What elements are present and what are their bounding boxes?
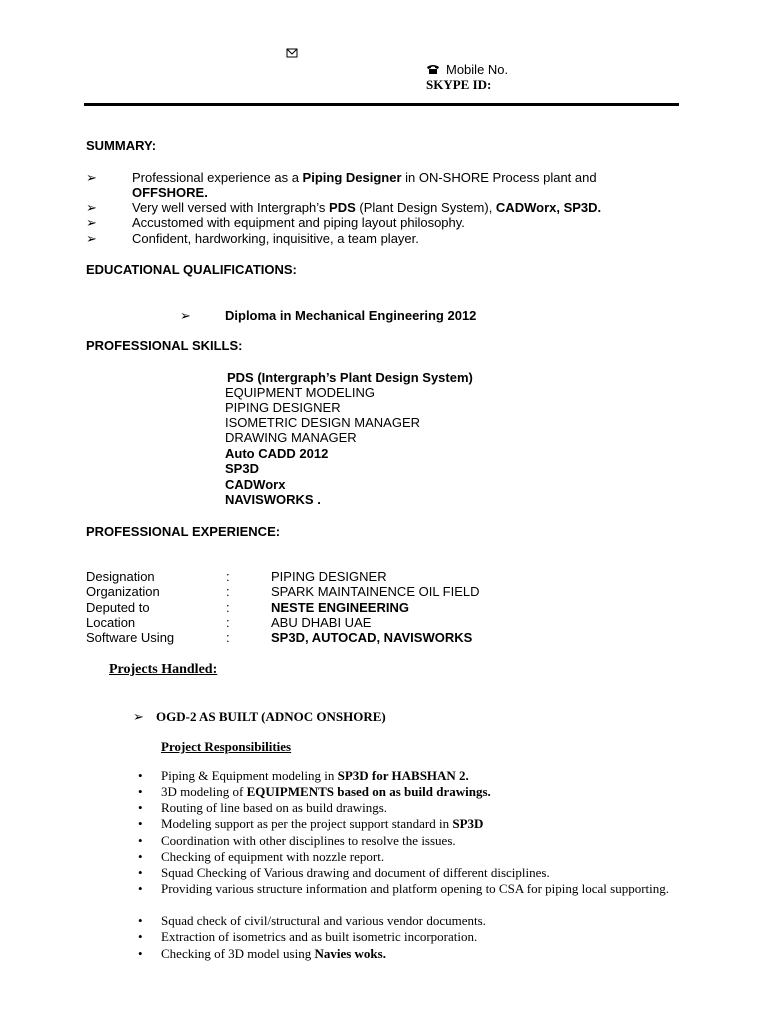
list-item: Modeling support as per the project support standard in SP3D [161,816,484,831]
exp-value: SP3D, AUTOCAD, NAVISWORKS [271,630,473,645]
phone-icon [426,63,440,74]
list-item: Very well versed with Intergraph’s PDS (Plant Design System), CADWorx, SP3D. [132,200,602,215]
list-arrow-icon: ➢ [86,200,97,215]
list-arrow-icon: ➢ [86,215,97,230]
exp-label: Designation [86,569,155,584]
list-item: Confident, hardworking, inquisitive, a team player. [132,231,419,246]
education-heading: EDUCATIONAL QUALIFICATIONS: [86,262,297,277]
list-item: Routing of line based on as build drawings. [161,800,388,815]
exp-value: NESTE ENGINEERING [271,600,409,615]
mobile-label: Mobile No. [446,62,509,77]
skill-item: PDS (Intergraph’s Plant Design System) [227,370,473,385]
bullet-icon: • [138,865,143,880]
list-item: Accustomed with equipment and piping layout philosophy. [132,215,465,230]
list-arrow-icon: ➢ [180,308,191,323]
bullet-icon: • [138,833,143,848]
exp-sep: : [226,630,230,645]
exp-sep: : [226,600,230,615]
list-item: Squad Checking of Various drawing and document of different disciplines. [161,865,550,880]
skill-item: SP3D [225,461,259,476]
bullet-icon: • [138,849,143,864]
bullet-icon: • [138,768,143,783]
list-item: Professional experience as a Piping Designer in ON-SHORE Process plant and [132,170,597,185]
list-item: Providing various structure information and platform opening to CSA for piping local supporting. [161,881,670,896]
bullet-icon: • [138,929,143,944]
list-arrow-icon: ➢ [86,231,97,246]
list-item: Coordination with other disciplines to resolve the issues. [161,833,456,848]
bullet-icon: • [138,881,143,896]
skill-item: DRAWING MANAGER [225,430,357,445]
exp-value: PIPING DESIGNER [271,569,387,584]
list-item: Checking of 3D model using Navies woks. [161,946,386,961]
list-item: Squad check of civil/structural and various vendor documents. [161,913,486,928]
list-item: Piping & Equipment modeling in SP3D for HABSHAN 2. [161,768,469,783]
list-item: Extraction of isometrics and as built isometric incorporation. [161,929,478,944]
exp-value: ABU DHABI UAE [271,615,372,630]
experience-heading: PROFESSIONAL EXPERIENCE: [86,524,281,539]
skill-item: PIPING DESIGNER [225,400,341,415]
bullet-icon: • [138,784,143,799]
exp-sep: : [226,584,230,599]
mobile-line [426,62,508,77]
exp-sep: : [226,615,230,630]
header-divider [84,103,679,106]
list-item-continuation: OFFSHORE. [132,185,208,200]
bullet-icon: • [138,816,143,831]
exp-value: SPARK MAINTAINENCE OIL FIELD [271,584,480,599]
exp-label: Location [86,615,136,630]
responsibilities-heading: Project Responsibilities [161,739,292,754]
skype-label: SKYPE ID: [426,77,492,92]
skills-heading: PROFESSIONAL SKILLS: [86,338,243,353]
list-item: Checking of equipment with nozzle report. [161,849,385,864]
bullet-icon: • [138,946,143,961]
exp-sep: : [226,569,230,584]
bullet-icon: • [138,913,143,928]
skill-item: Auto CADD 2012 [225,446,329,461]
skill-item: ISOMETRIC DESIGN MANAGER [225,415,421,430]
list-arrow-icon: ➢ [133,709,144,724]
list-item: 3D modeling of EQUIPMENTS based on as build drawings. [161,784,491,799]
exp-label: Deputed to [86,600,150,615]
envelope-icon [286,46,298,58]
project-title: OGD-2 AS BUILT (ADNOC ONSHORE) [156,709,386,724]
exp-label: Organization [86,584,160,599]
projects-heading: Projects Handled: [109,662,218,677]
education-item: Diploma in Mechanical Engineering 2012 [225,308,477,323]
list-arrow-icon: ➢ [86,170,97,185]
bullet-icon: • [138,800,143,815]
skill-item: CADWorx [225,477,286,492]
summary-heading: SUMMARY: [86,138,157,153]
exp-label: Software Using [86,630,175,645]
skill-item: EQUIPMENT MODELING [225,385,376,400]
skill-item: NAVISWORKS . [225,492,321,507]
